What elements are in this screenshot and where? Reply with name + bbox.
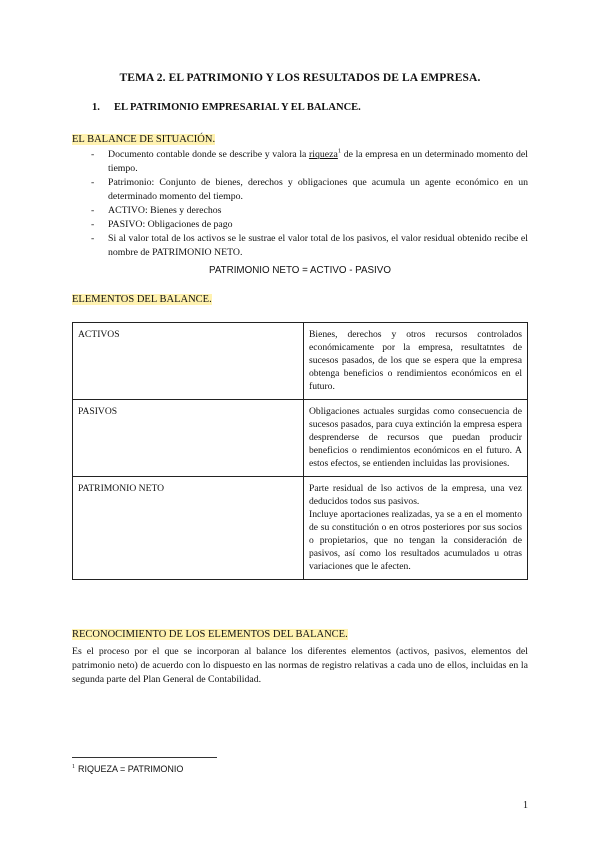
description-paragraph: Parte residual de lso activos de la empresa, una vez deducidos todos sus pasivos. [309, 483, 522, 507]
footnote-mark: 1 [72, 764, 75, 770]
table-row [73, 323, 528, 400]
reconocimiento-heading: RECONOCIMIENTO DE LOS ELEMENTOS DEL BALANCE. [72, 629, 348, 640]
balance-elements-table [72, 322, 528, 580]
section-number: 1. [92, 102, 100, 113]
footnote-separator [72, 757, 217, 758]
list-item: - Documento contable donde se describe y valora la riqueza$^1$ de la empresa en un determinado momento del tiempo. [72, 148, 528, 176]
list-item: - ACTIVO: Bienes y derechos [72, 204, 528, 218]
page-number: 1 [523, 800, 528, 811]
section-heading-text: EL PATRIMONIO EMPRESARIAL Y EL BALANCE. [114, 102, 361, 113]
table-row [73, 477, 528, 580]
elementos-heading: ELEMENTOS DEL BALANCE. [72, 294, 212, 305]
equity-formula: PATRIMONIO NETO = ACTIVO - PASIVO [209, 265, 391, 276]
section-heading [92, 102, 361, 113]
footnote [72, 764, 183, 774]
balance-situacion-heading: EL BALANCE DE SITUACIÓN. [72, 134, 216, 145]
element-description-cell: Obligaciones actuales surgidas como consecuencia de sucesos pasados, para cuya extinción la empresa espera desprenderse de recursos que puedan producir beneficios o rendimientos económicos en el futuro. A estos efectos, se entienden incluidas las provisiones. [304, 400, 528, 477]
reconocimiento-paragraph: Es el proceso por el que se incorporan al balance los diferentes elementos (activos, pasivos, elementos del patrimonio neto) de acuerdo con lo dispuesto en las normas de registro relativas a cada uno de ellos, incluidas en la segunda parte del Plan General de Contabilidad. [72, 646, 528, 685]
page-title: TEMA 2. EL PATRIMONIO Y LOS RESULTADOS DE LA EMPRESA. [119, 72, 481, 84]
element-description-cell [304, 477, 528, 580]
table-row [73, 400, 528, 477]
riqueza-term: riqueza [309, 149, 338, 160]
list-item: - PASIVO: Obligaciones de pago [72, 218, 528, 232]
list-item: - Patrimonio: Conjunto de bienes, derechos y obligaciones que acumula un agente económico en un determinado momento del tiempo. [72, 176, 528, 204]
footnote-text: RIQUEZA = PATRIMONIO [78, 764, 184, 774]
footnote-reference[interactable]: 1 [337, 147, 342, 155]
element-name-cell: ACTIVOS [73, 323, 304, 400]
element-description-cell: Bienes, derechos y otros recursos controlados económicamente por la empresa, resultatntes de sucesos pasados, de los que se espera que la empresa obtenga beneficios o rendimientos económicos en el futuro. [304, 323, 528, 400]
description-paragraph: Incluye aportaciones realizadas, ya se a en el momento de su constitución o en otros posteriores por sus socios o propietarios, que no tengan la consideración de pasivos, así como los resultados acumulados u otras variaciones que le afecten. [309, 509, 522, 572]
element-name-cell: PATRIMONIO NETO [73, 477, 304, 580]
list-item: - Si al valor total de los activos se le sustrae el valor total de los pasivos, el valor residual obtenido recibe el nombre de PATRIMONIO NETO. [72, 232, 528, 260]
balance-bullet-list [72, 148, 528, 260]
element-name-cell: PASIVOS [73, 400, 304, 477]
